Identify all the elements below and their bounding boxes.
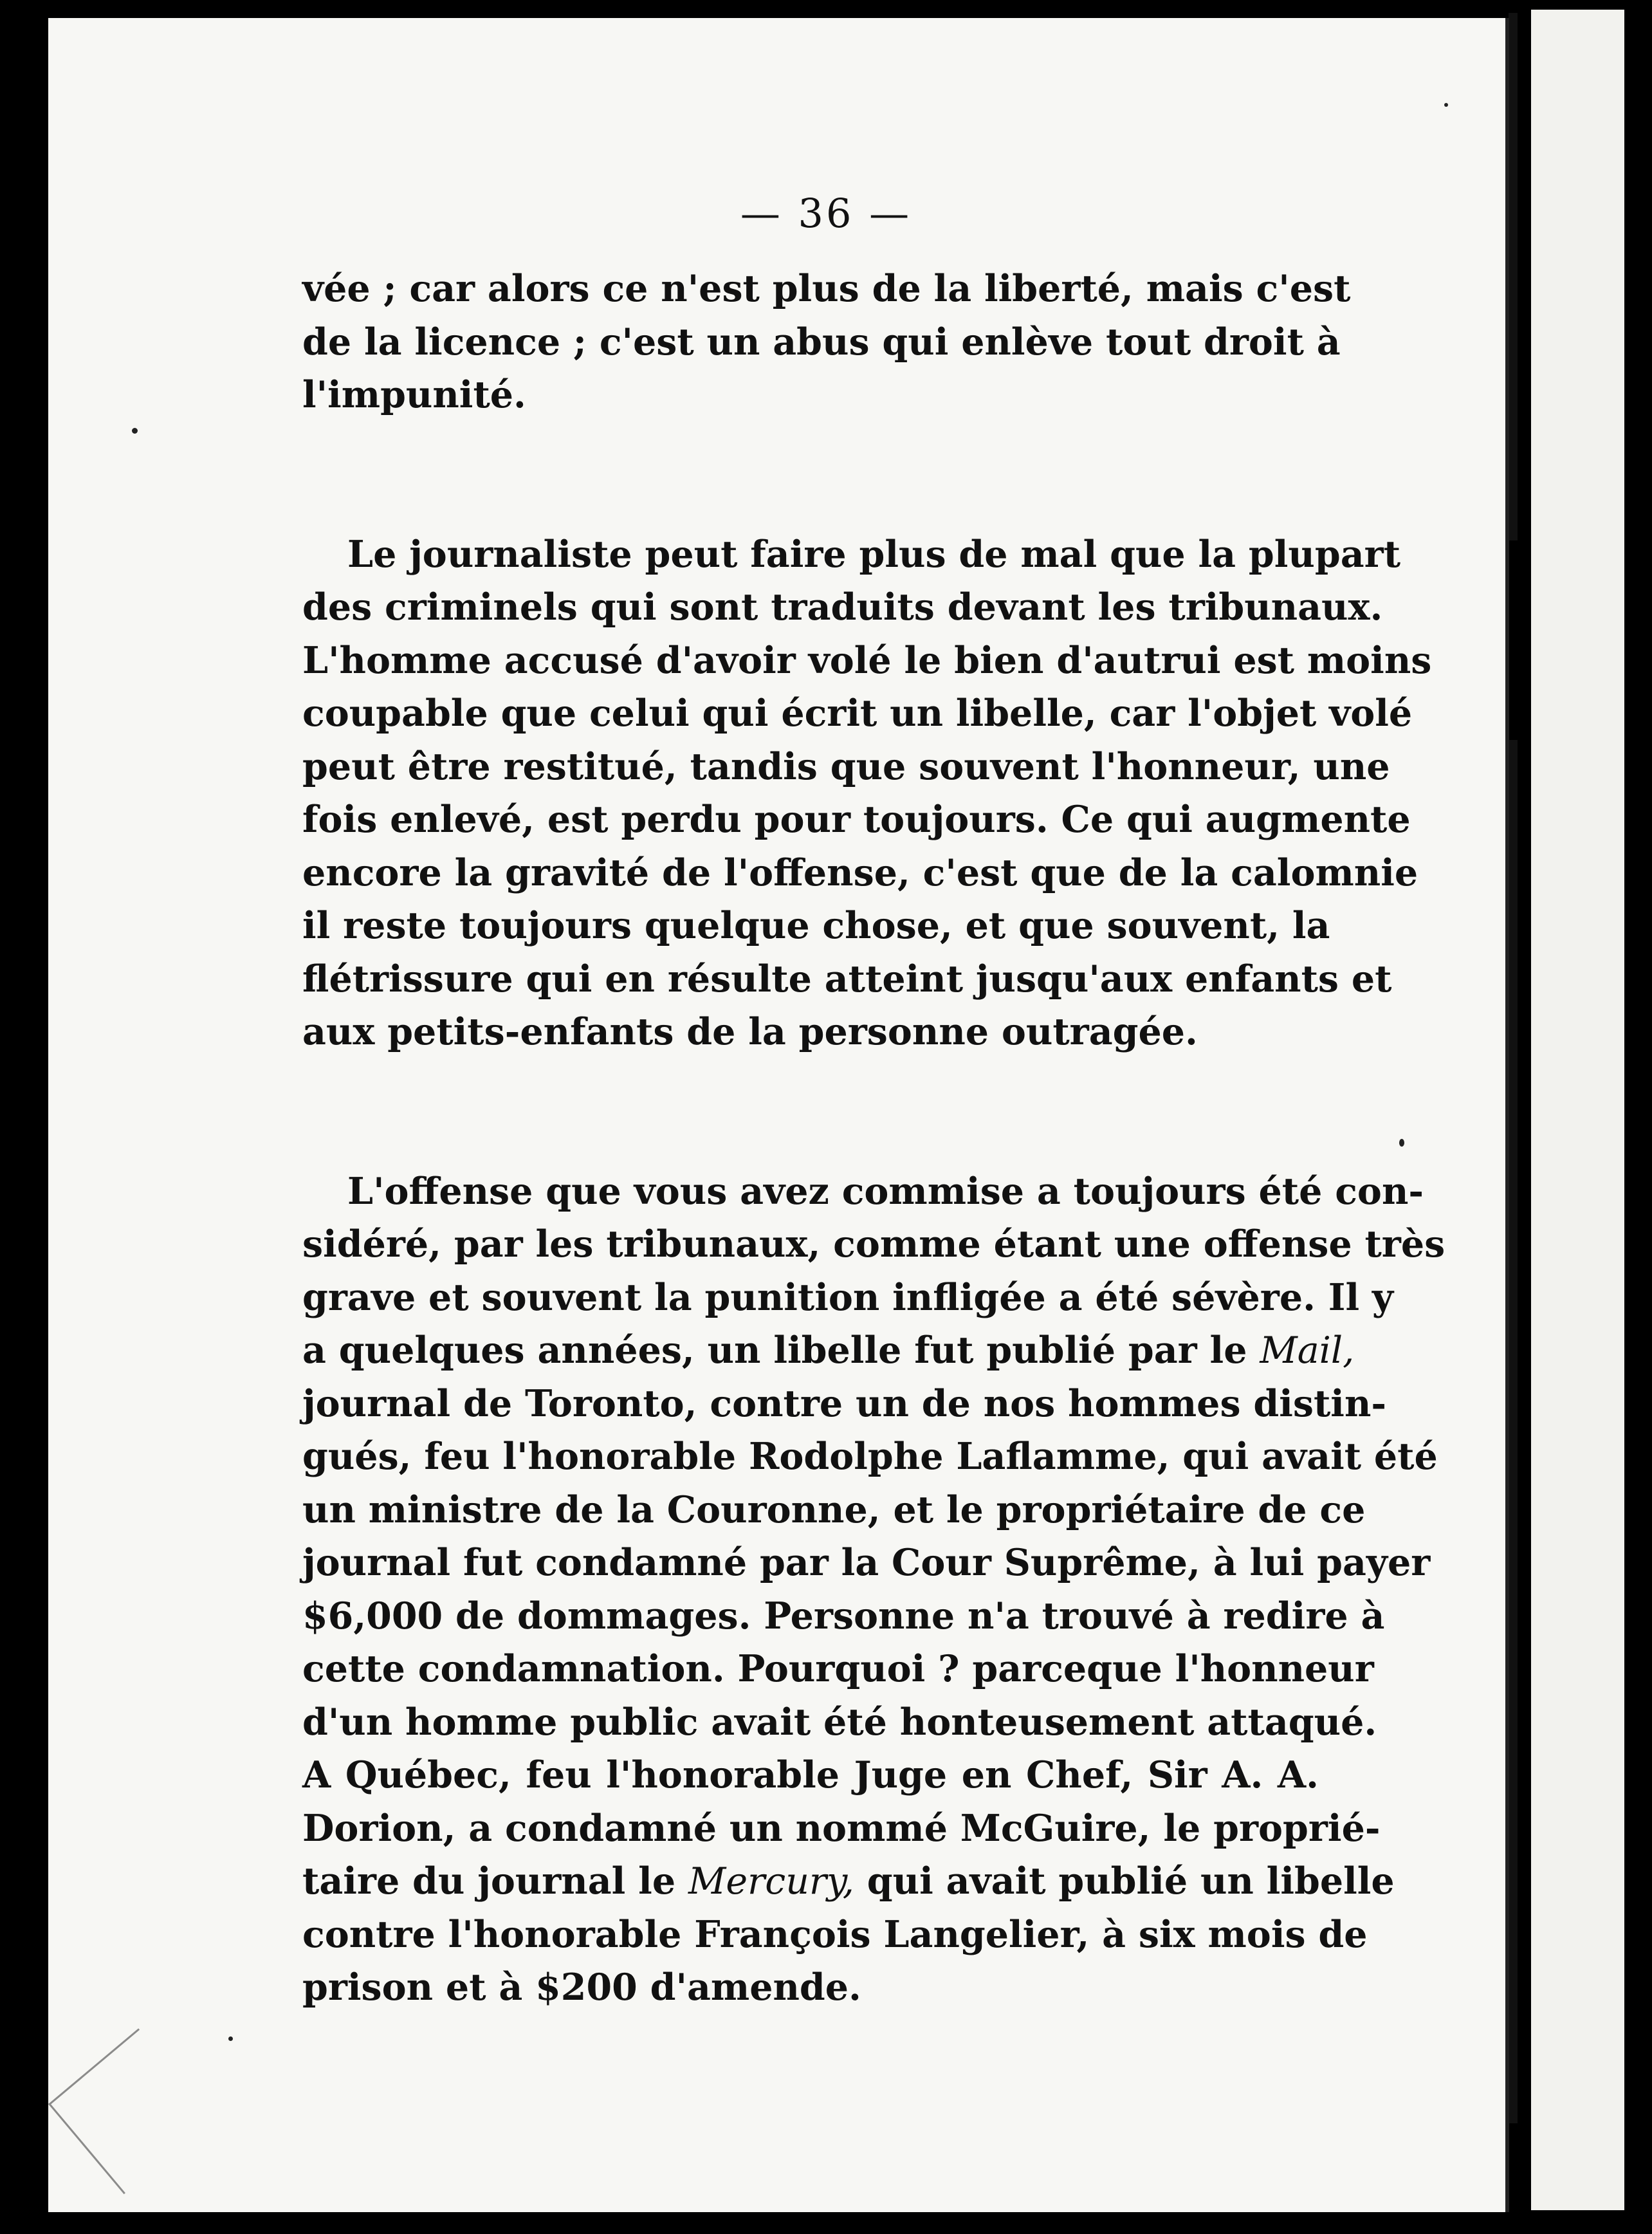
- page-number: — 36 —: [740, 190, 912, 237]
- text-line: Dorion, a condamné un nommé McGuire, le proprié-: [302, 1806, 1381, 1850]
- edge-shadow-top: [1509, 13, 1518, 540]
- text-segment: qui avait publié un libelle: [854, 1860, 1395, 1903]
- text-line: d'un homme public avait été honteusement attaqué.: [302, 1700, 1377, 1744]
- dust-speck: [228, 2036, 233, 2041]
- text-line: encore la gravité de l'offense, c'est que de la calomnie: [302, 851, 1418, 894]
- dust-speck: [132, 428, 138, 434]
- text-line: contre l'honorable François Langelier, à six mois de: [302, 1912, 1368, 1956]
- dust-speck: [1399, 1139, 1404, 1147]
- text-line: cette condamnation. Pourquoi ? parceque l'honneur: [302, 1647, 1374, 1690]
- text-line: coupable que celui qui écrit un libelle, car l'objet volé: [302, 692, 1413, 735]
- text-line: peut être restitué, tandis que souvent l'honneur, une: [302, 744, 1390, 788]
- dust-speck: [1444, 103, 1448, 107]
- text-line: des criminels qui sont traduits devant les tribunaux.: [302, 586, 1383, 629]
- text-line: $6,000 de dommages. Personne n'a trouvé à redire à: [302, 1594, 1385, 1638]
- text-line: A Québec, feu l'honorable Juge en Chef, Sir A. A.: [302, 1753, 1319, 1796]
- paragraph-2: [302, 528, 1432, 1059]
- text-line: aux petits-enfants de la personne outragée.: [302, 1010, 1198, 1053]
- text-line: de la licence ; c'est un abus qui enlève tout droit à: [302, 320, 1341, 364]
- paragraph-gap: [302, 422, 1319, 528]
- text-line: fois enlevé, est perdu pour toujours. Ce qui augmente: [302, 798, 1411, 841]
- text-line: Le journaliste peut faire plus de mal que la plupart: [347, 532, 1401, 576]
- text-segment: taire du journal le: [302, 1860, 688, 1903]
- text-line: un ministre de la Couronne, et le propriétaire de ce: [302, 1488, 1366, 1531]
- text-line-with-italic: [302, 1324, 1355, 1378]
- text-line: vée ; car alors ce n'est plus de la liberté, mais c'est: [302, 267, 1351, 310]
- paragraph-3: [302, 1165, 1446, 2015]
- text-line: prison et à $200 d'amende.: [302, 1966, 861, 2009]
- text-line: L'offense que vous avez commise a toujours été con-: [347, 1169, 1424, 1213]
- text-line: sidéré, par les tribunaux, comme étant une offense très: [302, 1223, 1446, 1266]
- adjacent-page-edge: [1528, 10, 1624, 2210]
- text-line: gués, feu l'honorable Rodolphe Laflamme, qui avait été: [302, 1435, 1438, 1478]
- text-line: journal de Toronto, contre un de nos hommes distin-: [302, 1381, 1387, 1425]
- text-line: il reste toujours quelque chose, et que souvent, la: [302, 904, 1330, 947]
- text-line: journal fut condamné par la Cour Suprême, à lui payer: [302, 1541, 1431, 1584]
- newspaper-name-mercury: Mercury,: [688, 1860, 854, 1903]
- text-segment: a quelques années, un libelle fut publié par le: [302, 1329, 1260, 1372]
- text-line: l'impunité.: [302, 373, 526, 416]
- text-line: flétrissure qui en résulte atteint jusqu'aux enfants et: [302, 957, 1392, 1001]
- body-text: [302, 263, 1446, 2015]
- text-line-with-italic: [302, 1855, 1395, 1908]
- edge-shadow-bottom: [1509, 740, 1518, 2123]
- text-line: grave et souvent la punition infligée a été sévère. Il y: [302, 1275, 1394, 1319]
- paragraph-gap: [302, 1059, 1319, 1165]
- text-line: L'homme accusé d'avoir volé le bien d'autrui est moins: [302, 638, 1432, 682]
- paragraph-1: [302, 263, 1351, 422]
- newspaper-name-mail: Mail,: [1260, 1329, 1355, 1372]
